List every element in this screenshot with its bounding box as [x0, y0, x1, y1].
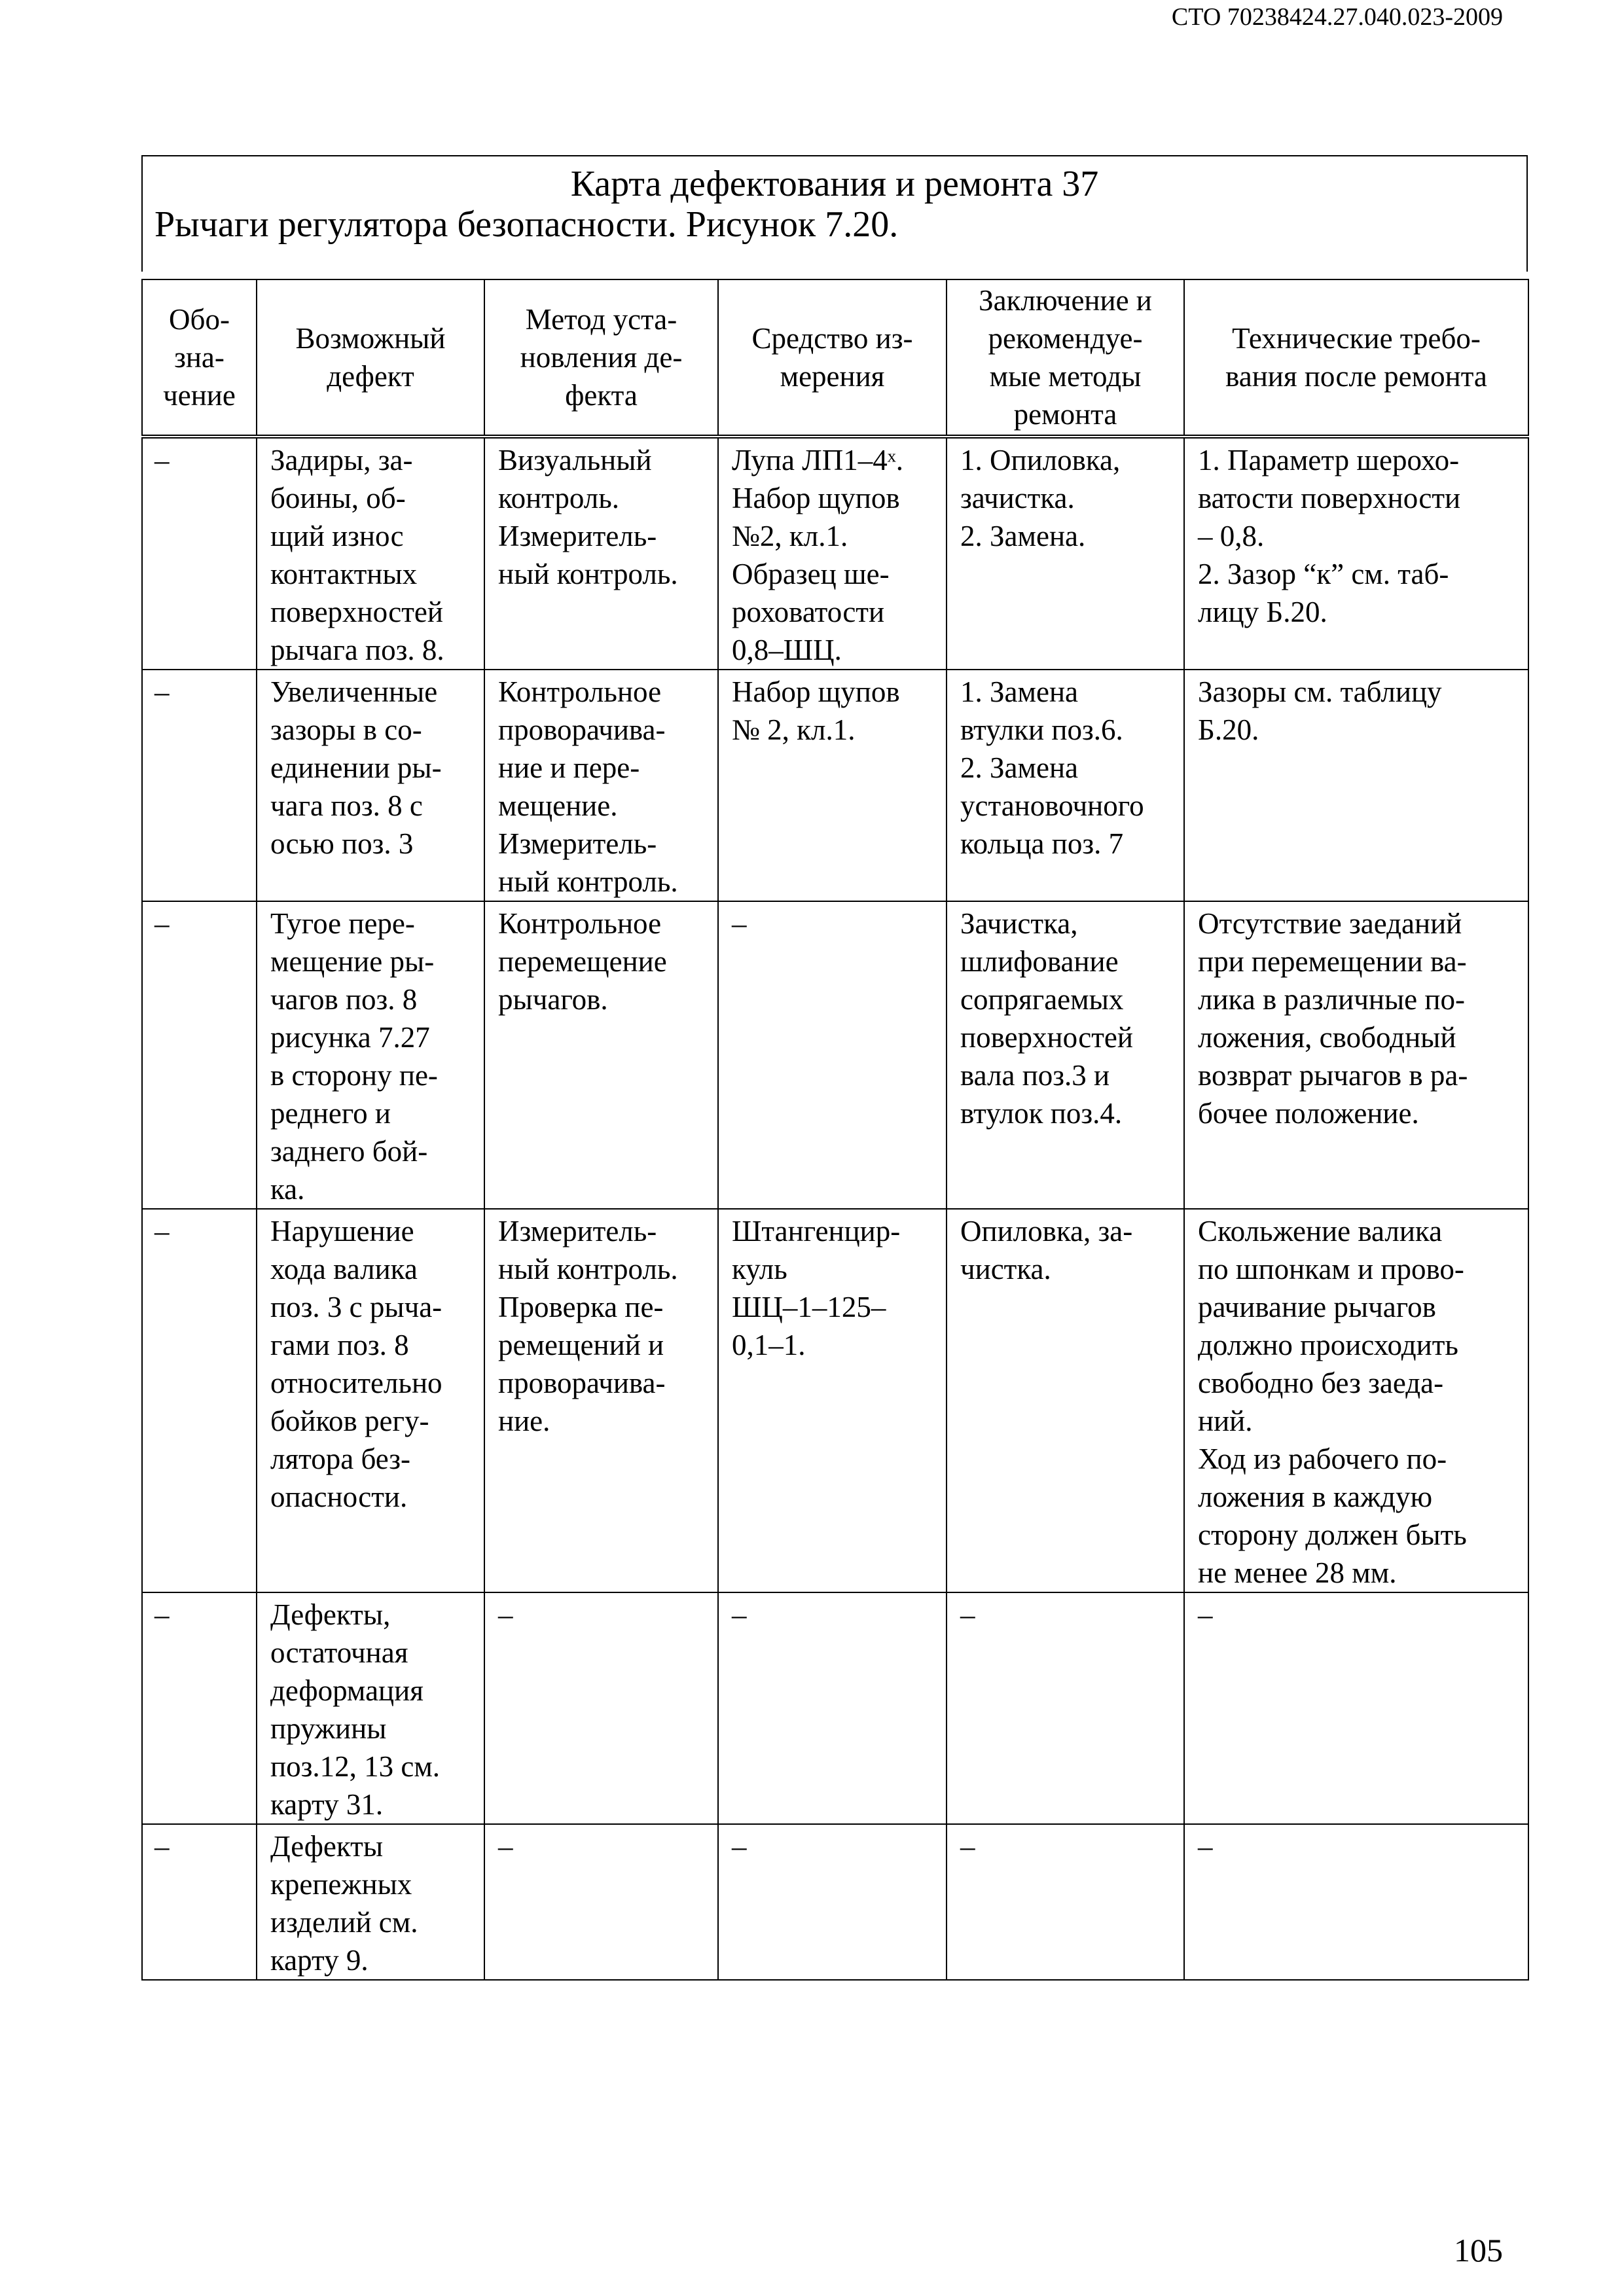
cell-repair: Зачистка, шлифование сопрягаемых поверхностей вала поз.3 и втулок поз.4. — [947, 901, 1184, 1209]
cell-designation: – — [142, 1592, 257, 1824]
defect-card — [141, 155, 1528, 1977]
cell-repair: 1. Опиловка, зачистка. 2. Замена. — [947, 437, 1184, 670]
table-header-row — [142, 279, 1528, 437]
cell-repair: Опиловка, за- чистка. — [947, 1209, 1184, 1592]
cell-requirements: Скольжение валика по шпонкам и прово- рачивание рычагов должно происходить свободно без заеда- ний. Ход из рабочего по- ложения в каждую сторону должен быть не менее 28 мм. — [1184, 1209, 1528, 1592]
cell-repair: 1. Замена втулки поз.6. 2. Замена установочного кольца поз. 7 — [947, 670, 1184, 901]
header-technical-requirements: Технические требо- вания после ремонта — [1184, 279, 1528, 437]
cell-repair: – — [947, 1824, 1184, 1980]
header-repair-methods: Заключение и рекомендуе- мые методы ремонта — [947, 279, 1184, 437]
document-code: СТО 70238424.27.040.023-2009 — [1171, 3, 1503, 31]
cell-defect: Задиры, за- боины, об- щий износ контактных поверхностей рычага поз. 8. — [257, 437, 484, 670]
cell-tool: Набор щупов № 2, кл.1. — [718, 670, 947, 901]
cell-designation: – — [142, 1209, 257, 1592]
cell-requirements: Отсутствие заеданий при перемещении ва- лика в различные по- ложения, свободный возврат рычагов в ра- бочее положение. — [1184, 901, 1528, 1209]
table-row — [142, 1592, 1528, 1824]
page-number: 105 — [1454, 2232, 1503, 2269]
cell-method: Контрольное перемещение рычагов. — [484, 901, 718, 1209]
cell-defect: Тугое пере- мещение ры- чагов поз. 8 рисунка 7.27 в сторону пе- реднего и заднего бой- ка. — [257, 901, 484, 1209]
header-measuring-tool: Средство из- мерения — [718, 279, 947, 437]
cell-designation: – — [142, 901, 257, 1209]
card-title-box — [141, 155, 1528, 272]
cell-designation: – — [142, 1824, 257, 1980]
cell-tool: – — [718, 901, 947, 1209]
cell-requirements: 1. Параметр шерохо- ватости поверхности – 0,8. 2. Зазор “к” см. таб- лицу Б.20. — [1184, 437, 1528, 670]
cell-requirements: – — [1184, 1824, 1528, 1980]
table-row — [142, 901, 1528, 1209]
cell-tool: Лупа ЛП1–4ˣ. Набор щупов №2, кл.1. Образец ше- роховатости 0,8–ШЦ. — [718, 437, 947, 670]
cell-method: Измеритель- ный контроль. Проверка пе- ремещений и проворачива- ние. — [484, 1209, 718, 1592]
cell-repair: – — [947, 1592, 1184, 1824]
cell-requirements: – — [1184, 1592, 1528, 1824]
table-row — [142, 1824, 1528, 1980]
card-subtitle: Рычаги регулятора безопасности. Рисунок 7.20. — [154, 204, 899, 245]
cell-method: Контрольное проворачива- ние и пере- мещение. Измеритель- ный контроль. — [484, 670, 718, 901]
cell-designation: – — [142, 670, 257, 901]
defects-table — [141, 279, 1529, 1981]
cell-method: Визуальный контроль. Измеритель- ный контроль. — [484, 437, 718, 670]
cell-designation: – — [142, 437, 257, 670]
cell-tool: – — [718, 1824, 947, 1980]
cell-requirements: Зазоры см. таблицу Б.20. — [1184, 670, 1528, 901]
cell-method: – — [484, 1824, 718, 1980]
cell-defect: Дефекты крепежных изделий см. карту 9. — [257, 1824, 484, 1980]
cell-defect: Увеличенные зазоры в со- единении ры- чага поз. 8 с осью поз. 3 — [257, 670, 484, 901]
header-possible-defect: Возможный дефект — [257, 279, 484, 437]
cell-tool: Штангенцир- куль ШЦ–1–125– 0,1–1. — [718, 1209, 947, 1592]
cell-defect: Нарушение хода валика поз. 3 с рыча- гами поз. 8 относительно бойков регу- лятора без- опасности. — [257, 1209, 484, 1592]
header-detection-method: Метод уста- новления де- фекта — [484, 279, 718, 437]
header-designation: Обо- зна- чение — [142, 279, 257, 437]
cell-tool: – — [718, 1592, 947, 1824]
cell-method: – — [484, 1592, 718, 1824]
table-row — [142, 1209, 1528, 1592]
table-row — [142, 670, 1528, 901]
card-title: Карта дефектования и ремонта 37 — [570, 164, 1099, 204]
table-row — [142, 437, 1528, 670]
cell-defect: Дефекты, остаточная деформация пружины поз.12, 13 см. карту 31. — [257, 1592, 484, 1824]
